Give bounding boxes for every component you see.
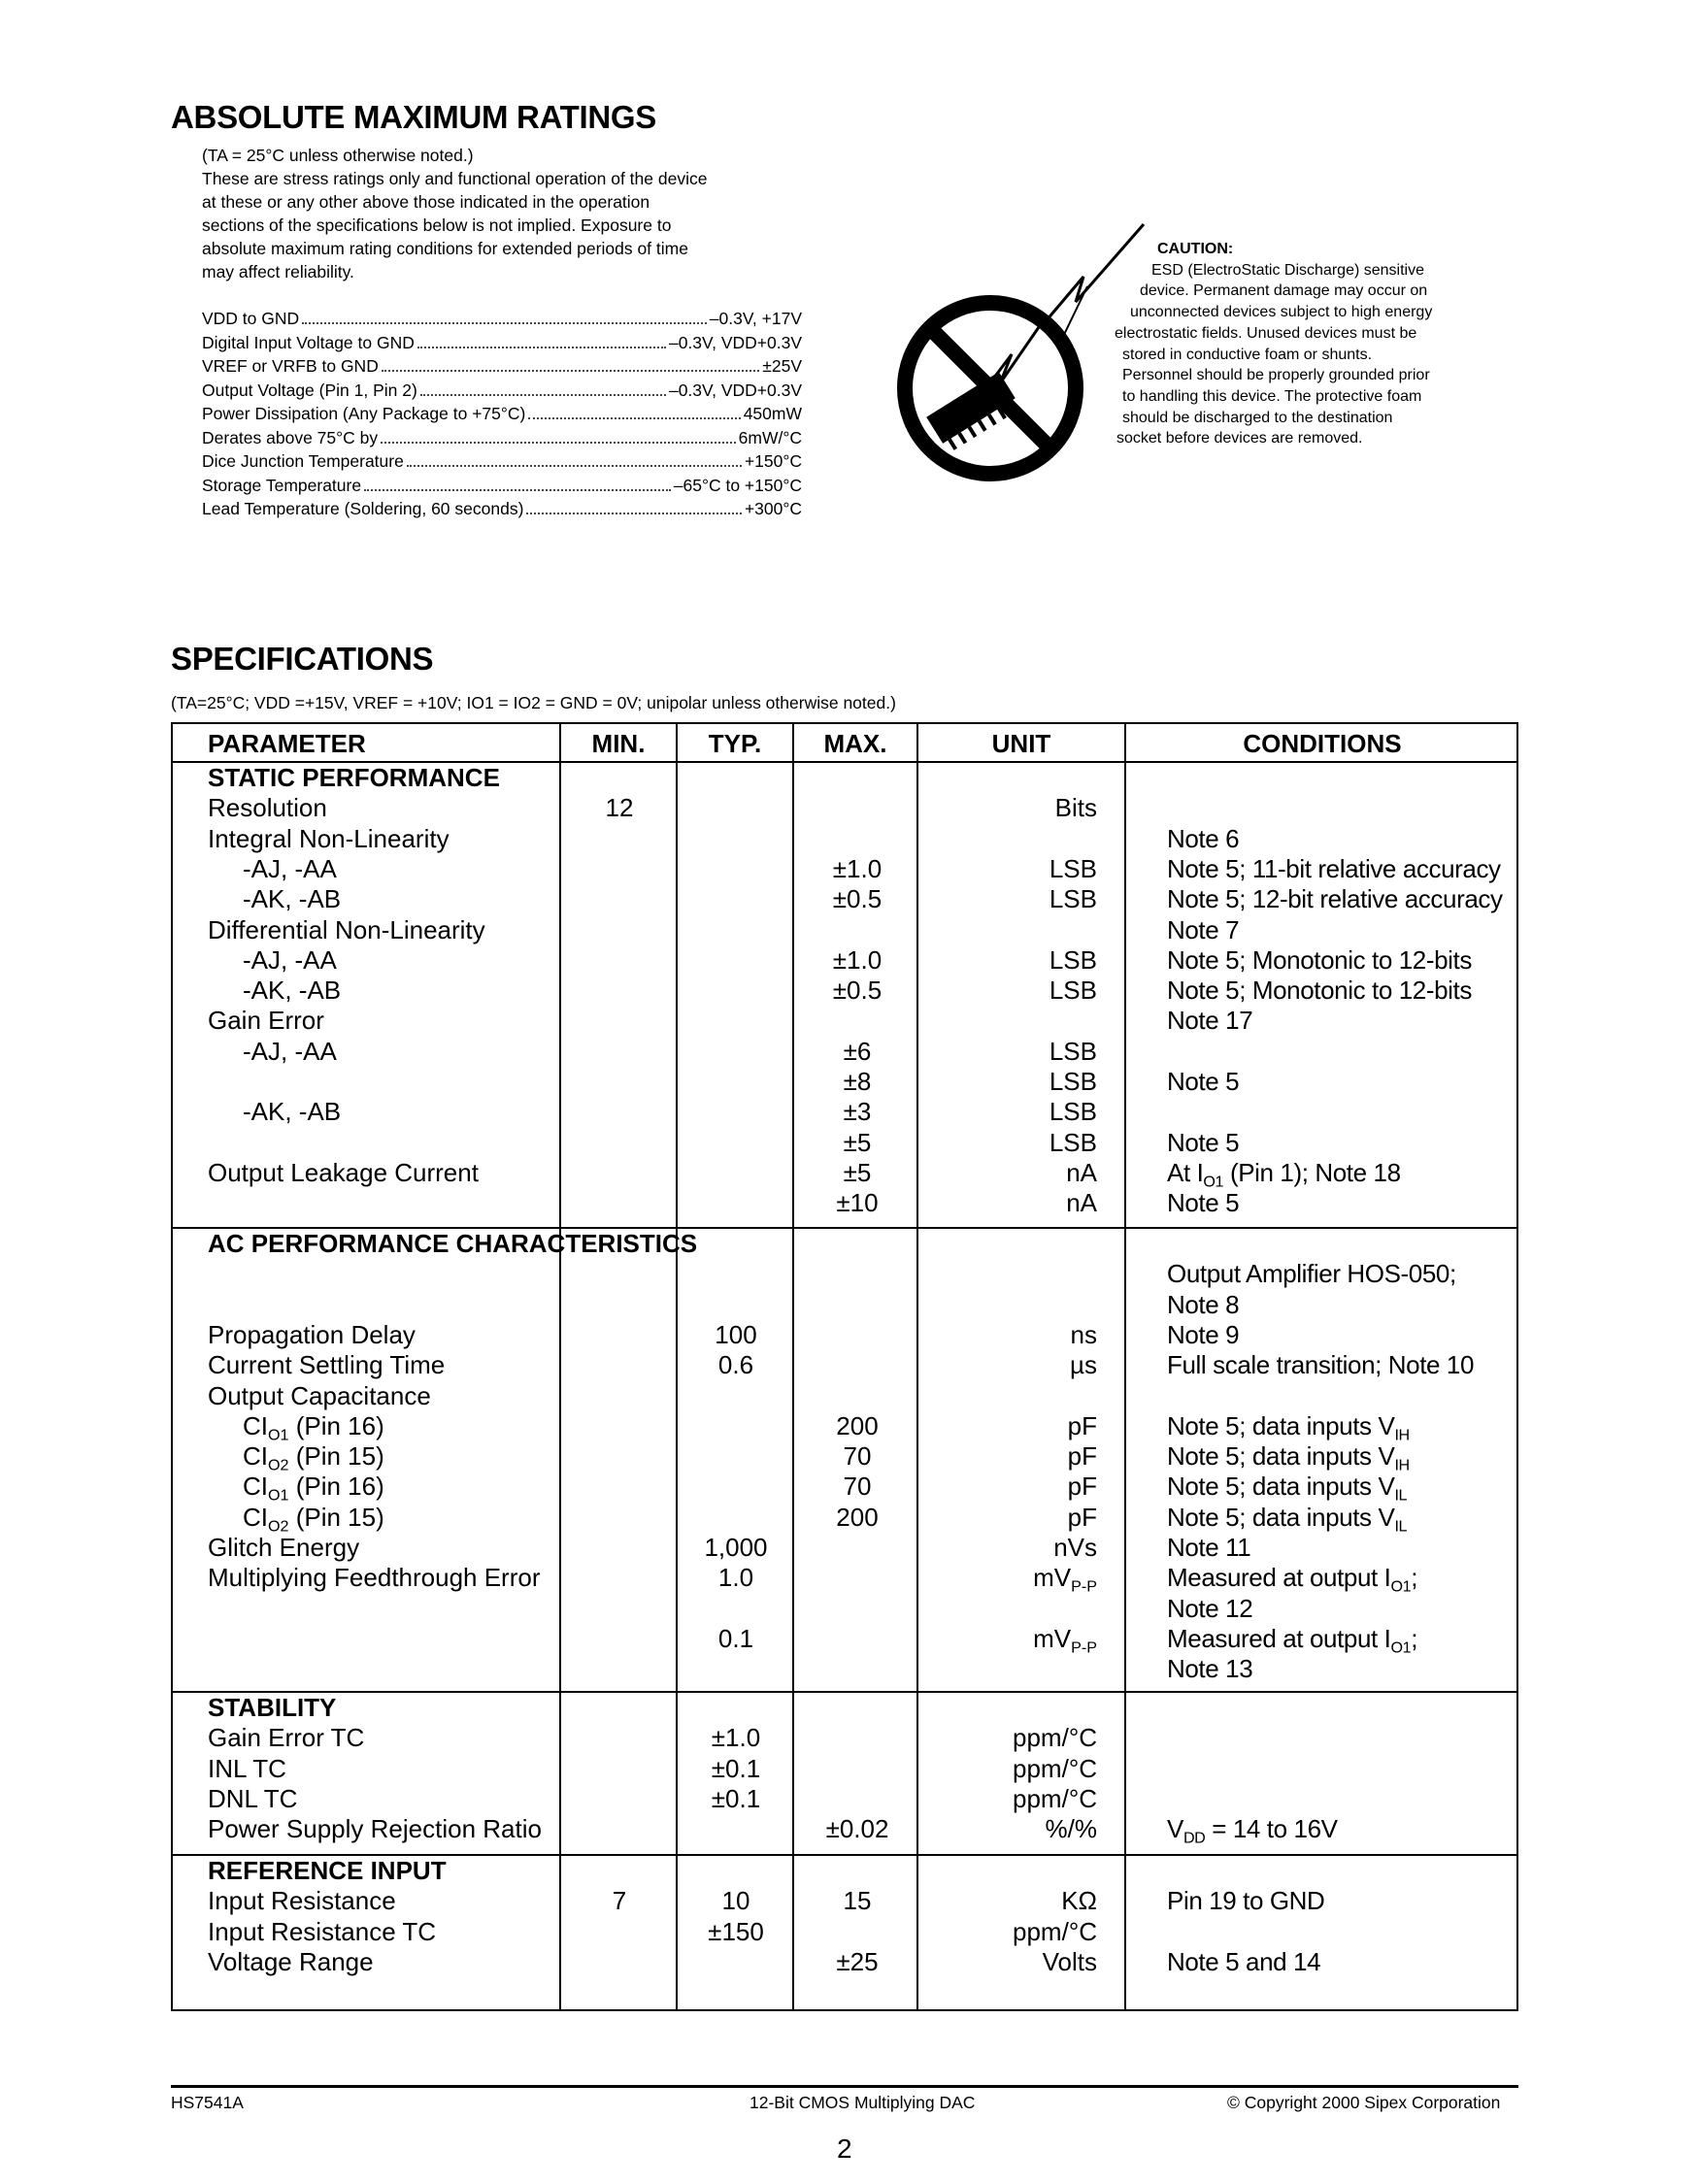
table-row bbox=[173, 1886, 1516, 1916]
footer-copyright: © Copyright 2000 Sipex Corporation bbox=[1227, 2093, 1501, 2112]
unit-cell: LSB bbox=[1049, 853, 1097, 883]
table-row bbox=[173, 1563, 1516, 1596]
rating-row: Power Dissipation (Any Package to +75°C) 450mW bbox=[202, 404, 802, 423]
max-cell: ±1.0 bbox=[832, 944, 883, 975]
ratings-intro-line: sections of the specifications below is not implied. Exposure to bbox=[202, 215, 672, 235]
caution-line: stored in conductive foam or shunts. bbox=[1122, 346, 1373, 363]
max-cell: ±1.0 bbox=[832, 853, 883, 883]
typ-cell: 10 bbox=[721, 1886, 750, 1916]
max-cell: ±0.02 bbox=[825, 1814, 889, 1844]
conditions-cell: Note 11 bbox=[1167, 1533, 1251, 1562]
conditions-cell: Note 6 bbox=[1167, 823, 1240, 853]
unit-cell: ppm/°C bbox=[1013, 1916, 1097, 1946]
param-cell: Input Resistance TC bbox=[208, 1916, 437, 1946]
footer-rule bbox=[171, 2085, 1518, 2088]
conditions-cell: Measured at output $I_{O1}$; bbox=[1167, 1623, 1418, 1657]
conditions-cell: Output Amplifier HOS-050; bbox=[1167, 1259, 1456, 1289]
param-cell: Voltage Range bbox=[208, 1946, 374, 1976]
specs-title: SPECIFICATIONS bbox=[171, 641, 434, 677]
table-row bbox=[173, 1290, 1516, 1320]
unit-cell: nA bbox=[1066, 1188, 1097, 1218]
table-row bbox=[173, 1502, 1516, 1536]
section-title: STATIC PERFORMANCE bbox=[208, 763, 500, 792]
max-cell: ±10 bbox=[836, 1188, 879, 1218]
rating-row: VDD to GND –0.3V, +17V bbox=[202, 309, 802, 328]
conditions-cell: Note 5; data inputs $V_{IL}$ bbox=[1167, 1472, 1408, 1506]
header-conditions: CONDITIONS bbox=[1243, 729, 1402, 758]
unit-cell: pF bbox=[1067, 1472, 1097, 1502]
table-row bbox=[173, 1784, 1516, 1814]
table-row bbox=[173, 1320, 1516, 1350]
param-cell: -AJ, -AA bbox=[243, 853, 337, 883]
table-row bbox=[173, 1350, 1516, 1380]
unit-cell: KΩ bbox=[1061, 1886, 1097, 1916]
section-title: STABILITY bbox=[208, 1693, 337, 1722]
unit-cell: LSB bbox=[1049, 884, 1097, 914]
max-cell: ±0.5 bbox=[832, 976, 883, 1006]
caution-line: ESD (ElectroStatic Discharge) sensitive bbox=[1151, 261, 1424, 279]
table-row bbox=[173, 1654, 1516, 1684]
param-cell: $CI_{O2}$ (Pin 15) bbox=[243, 1502, 384, 1536]
unit-cell: Volts bbox=[1042, 1946, 1097, 1976]
typ-cell: 1.0 bbox=[717, 1563, 754, 1593]
footer-part: HS7541A bbox=[171, 2093, 244, 2112]
rating-row: Dice Junction Temperature +150°C bbox=[202, 451, 802, 471]
max-cell: 200 bbox=[836, 1502, 879, 1532]
table-row bbox=[173, 1441, 1516, 1472]
param-cell: -AJ, -AA bbox=[243, 944, 337, 975]
unit-cell: LSB bbox=[1049, 1067, 1097, 1096]
conditions-cell: Note 5 and 14 bbox=[1167, 1946, 1321, 1976]
param-cell: Propagation Delay bbox=[208, 1319, 416, 1349]
max-cell: 200 bbox=[836, 1410, 879, 1440]
unit-cell: pF bbox=[1067, 1410, 1097, 1440]
unit-cell: ns bbox=[1070, 1319, 1097, 1349]
param-cell: Gain Error bbox=[208, 1006, 324, 1036]
table-row bbox=[173, 976, 1516, 1006]
table-row bbox=[173, 1947, 1516, 1977]
table-row bbox=[173, 1381, 1516, 1411]
conditions-cell: Note 5 bbox=[1167, 1067, 1240, 1096]
unit-cell: Bits bbox=[1054, 793, 1097, 823]
table-row bbox=[173, 1259, 1516, 1289]
unit-cell: ppm/°C bbox=[1013, 1753, 1097, 1783]
conditions-cell: Note 5; Monotonic to 12-bits bbox=[1167, 944, 1472, 975]
table-row bbox=[173, 1410, 1516, 1444]
param-cell: Resolution bbox=[208, 793, 327, 823]
header-unit: UNIT bbox=[991, 729, 1051, 758]
conditions-cell: Note 12 bbox=[1167, 1593, 1253, 1623]
param-cell: Output Capacitance bbox=[208, 1380, 431, 1410]
unit-cell: LSB bbox=[1049, 944, 1097, 975]
table-row bbox=[173, 1594, 1516, 1624]
table-row bbox=[173, 1754, 1516, 1784]
rating-row: Lead Temperature (Soldering, 60 seconds) +300°C bbox=[202, 499, 802, 518]
param-cell: -AJ, -AA bbox=[243, 1036, 337, 1066]
param-cell: $CI_{O1}$ (Pin 16) bbox=[243, 1472, 384, 1506]
unit-cell: nA bbox=[1066, 1157, 1097, 1187]
conditions-cell: Note 5 bbox=[1167, 1127, 1240, 1157]
footer-description: 12-Bit CMOS Multiplying DAC bbox=[750, 2093, 976, 2112]
table-row bbox=[173, 1157, 1516, 1191]
max-cell: ±3 bbox=[843, 1097, 872, 1127]
param-cell: -AK, -AB bbox=[243, 976, 342, 1006]
page-number: 2 bbox=[837, 2134, 852, 2164]
ratings-intro-line: may affect reliability. bbox=[202, 262, 354, 281]
header-parameter: PARAMETER bbox=[208, 729, 366, 758]
typ-cell: ±0.1 bbox=[711, 1753, 761, 1783]
param-cell: Output Leakage Current bbox=[208, 1157, 479, 1187]
unit-cell: µs bbox=[1070, 1350, 1097, 1380]
ratings-ta-note: (TA = 25°C unless otherwise noted.) bbox=[202, 146, 474, 165]
unit-cell: $mV_{P-P}$ bbox=[1033, 1623, 1097, 1657]
table-row bbox=[173, 824, 1516, 854]
conditions-cell: Note 5; Monotonic to 12-bits bbox=[1167, 976, 1472, 1006]
conditions-cell: $V_{DD} = 14$ to 16V bbox=[1167, 1814, 1338, 1847]
caution-line: device. Permanent damage may occur on bbox=[1140, 282, 1428, 300]
table-row bbox=[173, 1188, 1516, 1218]
unit-cell: %/% bbox=[1045, 1814, 1097, 1844]
max-cell: 15 bbox=[843, 1886, 872, 1916]
table-row bbox=[173, 1097, 1516, 1127]
param-cell: $CI_{O2}$ (Pin 15) bbox=[243, 1441, 384, 1474]
conditions-cell: Note 17 bbox=[1167, 1006, 1253, 1036]
ratings-title: ABSOLUTE MAXIMUM RATINGS bbox=[171, 99, 656, 135]
specs-conditions-note: (TA=25°C; VDD =+15V, VREF = +10V; IO1 = IO2 = GND = 0V; unipolar unless otherwise noted.) bbox=[171, 693, 896, 712]
min-cell: 12 bbox=[605, 793, 634, 823]
max-cell: ±0.5 bbox=[832, 884, 883, 914]
table-row bbox=[173, 1623, 1516, 1657]
header-typ: TYP. bbox=[708, 729, 762, 758]
typ-cell: ±1.0 bbox=[711, 1723, 761, 1753]
ratings-intro-line: at these or any other above those indicated in the operation bbox=[202, 192, 650, 212]
caution-line: electrostatic fields. Unused devices must be bbox=[1115, 324, 1417, 342]
unit-cell: pF bbox=[1067, 1441, 1097, 1472]
param-cell: Input Resistance bbox=[208, 1886, 396, 1916]
table-row bbox=[173, 1037, 1516, 1067]
section-title: REFERENCE INPUT bbox=[208, 1856, 447, 1885]
unit-cell: nVs bbox=[1053, 1533, 1097, 1562]
typ-cell: 1,000 bbox=[704, 1533, 768, 1562]
param-cell: Multiplying Feedthrough Error bbox=[208, 1563, 541, 1593]
spec-table bbox=[171, 722, 1518, 2011]
table-row bbox=[173, 1006, 1516, 1036]
ratings-intro-line: These are stress ratings only and functional operation of the device bbox=[202, 169, 708, 188]
max-cell: ±8 bbox=[843, 1067, 872, 1096]
typ-cell: ±150 bbox=[708, 1916, 764, 1946]
ratings-list bbox=[202, 307, 802, 521]
ratings-intro bbox=[202, 144, 843, 283]
max-cell: ±5 bbox=[843, 1157, 872, 1187]
unit-cell: $mV_{P-P}$ bbox=[1033, 1563, 1097, 1596]
ratings-intro-line: absolute maximum rating conditions for extended periods of time bbox=[202, 239, 688, 258]
param-cell: INL TC bbox=[208, 1753, 286, 1783]
typ-cell: ±0.1 bbox=[711, 1783, 761, 1813]
max-cell: ±5 bbox=[843, 1127, 872, 1157]
header-max: MAX. bbox=[823, 729, 887, 758]
table-row bbox=[173, 793, 1516, 823]
table-row bbox=[173, 945, 1516, 976]
param-cell: Glitch Energy bbox=[208, 1533, 360, 1562]
typ-cell: 0.6 bbox=[717, 1350, 754, 1380]
conditions-cell: Note 7 bbox=[1167, 914, 1240, 944]
param-cell: Power Supply Rejection Ratio bbox=[208, 1814, 542, 1844]
conditions-cell: Note 8 bbox=[1167, 1289, 1240, 1319]
unit-cell: LSB bbox=[1049, 1127, 1097, 1157]
conditions-cell: Full scale transition; Note 10 bbox=[1167, 1350, 1475, 1380]
param-cell: $CI_{O1}$ (Pin 16) bbox=[243, 1410, 384, 1444]
unit-cell: ppm/°C bbox=[1013, 1723, 1097, 1753]
rating-row: Storage Temperature –65°C to +150°C bbox=[202, 475, 802, 495]
unit-cell: LSB bbox=[1049, 1036, 1097, 1066]
conditions-cell: Note 9 bbox=[1167, 1319, 1240, 1349]
caution-line: socket before devices are removed. bbox=[1116, 430, 1363, 447]
table-row bbox=[173, 884, 1516, 914]
table-row bbox=[173, 1533, 1516, 1563]
unit-cell: pF bbox=[1067, 1502, 1097, 1532]
table-row bbox=[173, 1472, 1516, 1506]
rating-row: VREF or VRFB to GND ±25V bbox=[202, 356, 802, 376]
caution-line: to handling this device. The protective foam bbox=[1122, 387, 1422, 405]
typ-cell: 100 bbox=[715, 1319, 757, 1349]
caution-line: unconnected devices subject to high energy bbox=[1130, 304, 1433, 321]
rating-row: Digital Input Voltage to GND –0.3V, VDD+0.3V bbox=[202, 332, 802, 352]
param-cell: DNL TC bbox=[208, 1783, 298, 1813]
unit-cell: LSB bbox=[1049, 1097, 1097, 1127]
table-row bbox=[173, 1917, 1516, 1947]
param-cell: Differential Non-Linearity bbox=[208, 914, 485, 944]
conditions-cell: Note 5; data inputs $V_{IL}$ bbox=[1167, 1502, 1408, 1536]
unit-cell: ppm/°C bbox=[1013, 1783, 1097, 1813]
table-row bbox=[173, 1723, 1516, 1753]
table-row bbox=[173, 1128, 1516, 1158]
param-cell: -AK, -AB bbox=[243, 1097, 342, 1127]
conditions-cell: Measured at output $I_{O1}$; bbox=[1167, 1563, 1418, 1596]
conditions-cell: Note 5 bbox=[1167, 1188, 1240, 1218]
rating-row: Output Voltage (Pin 1, Pin 2) –0.3V, VDD+0.3V bbox=[202, 380, 802, 400]
conditions-cell: At $I_{O1}$ (Pin 1); Note 18 bbox=[1167, 1157, 1401, 1191]
section-title: AC PERFORMANCE CHARACTERISTICS bbox=[208, 1229, 698, 1258]
table-row bbox=[173, 915, 1516, 945]
conditions-cell: Note 5; data inputs $V_{IH}$ bbox=[1167, 1441, 1410, 1474]
param-cell: Integral Non-Linearity bbox=[208, 823, 450, 853]
param-cell: Current Settling Time bbox=[208, 1350, 446, 1380]
header-min: MIN. bbox=[591, 729, 646, 758]
table-row bbox=[173, 1814, 1516, 1847]
caution-title: CAUTION: bbox=[1157, 241, 1234, 257]
conditions-cell: Note 5; 12-bit relative accuracy bbox=[1167, 884, 1503, 914]
max-cell: 70 bbox=[843, 1472, 872, 1502]
max-cell: ±25 bbox=[836, 1946, 879, 1976]
conditions-cell: Note 5; data inputs $V_{IH}$ bbox=[1167, 1410, 1410, 1444]
caution-line: should be discharged to the destination bbox=[1122, 409, 1393, 426]
conditions-cell: Pin 19 to GND bbox=[1167, 1886, 1325, 1916]
max-cell: ±6 bbox=[843, 1036, 872, 1066]
param-cell: Gain Error TC bbox=[208, 1723, 365, 1753]
conditions-cell: Note 5; 11-bit relative accuracy bbox=[1167, 853, 1501, 883]
rating-row: Derates above 75°C by 6mW/°C bbox=[202, 427, 802, 447]
caution-block bbox=[1115, 239, 1432, 449]
unit-cell: LSB bbox=[1049, 976, 1097, 1006]
table-row bbox=[173, 854, 1516, 884]
typ-cell: 0.1 bbox=[717, 1623, 754, 1653]
max-cell: 70 bbox=[843, 1441, 872, 1472]
min-cell: 7 bbox=[612, 1886, 627, 1916]
table-row bbox=[173, 1067, 1516, 1097]
param-cell: -AK, -AB bbox=[243, 884, 342, 914]
conditions-cell: Note 13 bbox=[1167, 1654, 1253, 1684]
caution-line: Personnel should be properly grounded prior bbox=[1122, 367, 1430, 384]
